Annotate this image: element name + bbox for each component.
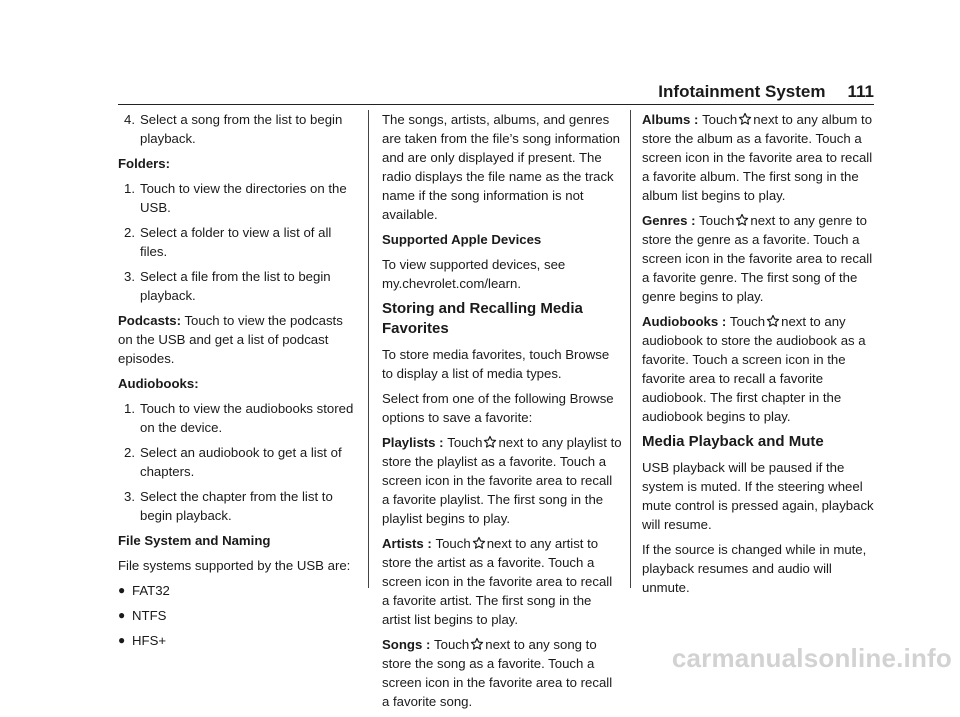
- audiobooks-label: Audiobooks:: [118, 376, 199, 391]
- column-3: [642, 110, 880, 603]
- header-rule: [118, 104, 874, 105]
- intro-paragraph: The songs, artists, albums, and genres are taken from the file’s song information and are only displayed if present. The radio displays the file name as the track name if the song information is not available.: [382, 112, 620, 222]
- favorites-heading: Storing and Recalling Media Favorites: [382, 300, 583, 337]
- column-1: [118, 110, 358, 656]
- star-icon: [470, 637, 484, 651]
- audiobooks-paragraph: Audiobooks : Touch next to any audiobook to store the audiobook as a favorite. Touch a screen icon in the favorite area to recall a favorite audiobook. The first chapter in the audiobook begins to play.: [642, 314, 866, 424]
- artists-paragraph: Artists : Touch next to any artist to store the artist as a favorite. Touch a screen icon in the favorite area to recall a favorite artist. The first song in the artist list begins to play.: [382, 536, 613, 627]
- column-divider: [630, 110, 631, 588]
- favorites-paragraph: Select from one of the following Browse options to save a favorite:: [382, 391, 614, 425]
- list-item: 1. Touch to view the directories on the USB.: [124, 181, 347, 215]
- genres-paragraph: Genres : Touch next to any genre to store the genre as a favorite. Touch a screen icon in the favorite area to recall a favorite genre. The first song of the genre begins to play.: [642, 213, 873, 304]
- mute-paragraph: If the source is changed while in mute, playback resumes and audio will unmute.: [642, 542, 867, 595]
- fs-intro: File systems supported by the USB are:: [118, 558, 351, 573]
- bullet-item: ● FAT32: [118, 583, 170, 598]
- star-icon: [738, 112, 752, 126]
- list-item: 1. Touch to view the audiobooks stored on the device.: [124, 401, 354, 435]
- podcasts-paragraph: Podcasts: Touch to view the podcasts on the USB and get a list of podcast episodes.: [118, 313, 343, 366]
- albums-paragraph: Albums : Touch next to any album to store the album as a favorite. Touch a screen icon in the favorite area to recall a favorite album. The first song in the album list begins to play.: [642, 112, 873, 203]
- audiobooks-steps: [118, 399, 358, 525]
- star-icon: [472, 536, 486, 550]
- page-number: 111: [847, 82, 874, 101]
- list-item: 3. Select the chapter from the list to begin playback.: [124, 489, 333, 523]
- watermark: carmanualsonline.info: [671, 643, 952, 673]
- list-item: 4. Select a song from the list to begin playback.: [124, 112, 343, 146]
- fs-heading: File System and Naming: [118, 533, 271, 548]
- star-icon: [735, 213, 749, 227]
- folders-steps: [118, 179, 358, 305]
- column-2: [382, 110, 622, 717]
- header-title: Infotainment System: [658, 82, 826, 101]
- list-item: 3. Select a file from the list to begin playback.: [124, 269, 331, 303]
- column-divider: [368, 110, 369, 588]
- list-item: 2. Select a folder to view a list of all files.: [124, 225, 332, 259]
- star-icon: [483, 435, 497, 449]
- apple-heading: Supported Apple Devices: [382, 232, 542, 247]
- folders-label: Folders:: [118, 156, 171, 171]
- mute-heading: Media Playback and Mute: [642, 433, 824, 450]
- favorites-paragraph: To store media favorites, touch Browse to display a list of media types.: [382, 347, 610, 381]
- apple-paragraph: To view supported devices, see my.chevrolet.com/learn.: [382, 257, 566, 291]
- bullet-item: ● HFS+: [118, 633, 167, 648]
- mute-paragraph: USB playback will be paused if the system is muted. If the steering wheel mute control is pressed again, playback will resume.: [642, 460, 874, 532]
- page-header: [658, 82, 874, 102]
- playlists-paragraph: Playlists : Touch next to any playlist to store the playlist as a favorite. Touch a screen icon in the favorite area to recall a favorite playlist. The first song in the playlist begins to play.: [382, 435, 622, 526]
- list-item: 2. Select an audiobook to get a list of chapters.: [124, 445, 342, 479]
- star-icon: [766, 314, 780, 328]
- bullet-item: ● NTFS: [118, 608, 167, 623]
- songs-paragraph: Songs : Touch next to any song to store the song as a favorite. Touch a screen icon in the favorite area to recall a favorite song.: [382, 637, 613, 709]
